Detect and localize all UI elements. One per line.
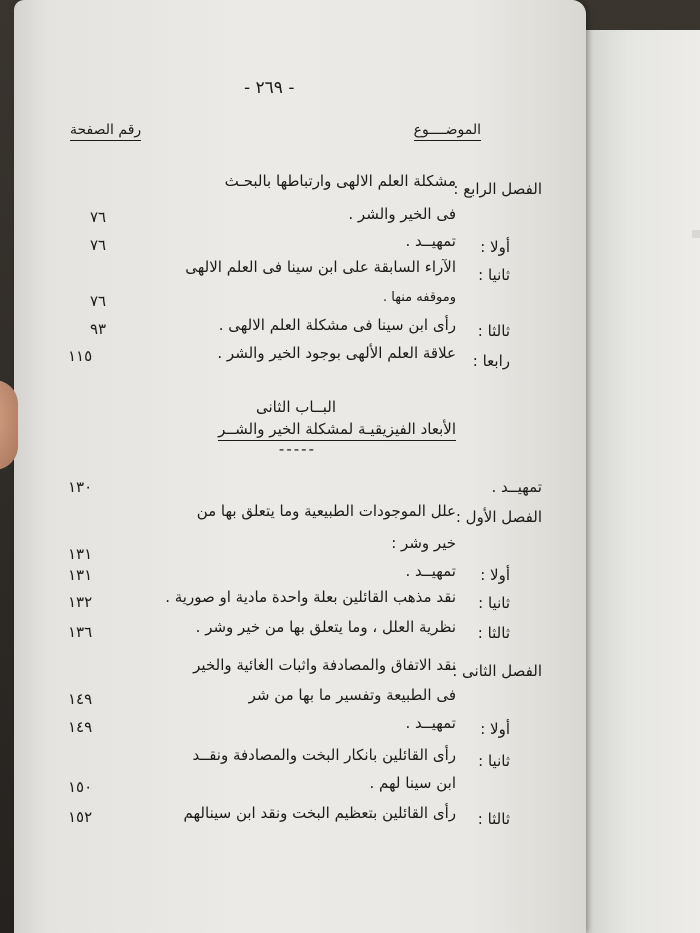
chapter-title: مشكلة العلم الالهى وارتباطها بالبحـث [224,172,456,190]
chapter-title-cont: فى الخير والشر . [348,205,456,223]
toc-item-label: ثالثا : [477,322,510,340]
toc-item-text: رأى القائلين بانكار البخت والمصادفة ونقــد [192,746,456,764]
toc-page-ref: ٧٦ [90,208,107,226]
toc-item-text-cont: وموقفه منها . [383,290,456,305]
toc-page-ref: ١٤٩ [68,690,93,708]
toc-item-text: رأى القائلين بتعظيم البخت ونقد ابن سينالهم [183,804,456,822]
intro-text: تمهيــد . [491,478,542,496]
facing-page [580,30,700,933]
toc-item-label: ثالثا : [477,810,510,828]
toc-item-label: أولا : [480,720,510,738]
toc-page-ref: ١١٥ [68,347,93,365]
toc-item-text: علاقة العلم الألهى بوجود الخير والشر . [217,344,456,362]
toc-item-text: تمهيــد . [405,562,456,580]
toc-page-ref: ١٥٢ [68,808,93,826]
facing-page-text-ghost [692,230,700,238]
toc-page-ref: ١٣١ [68,566,93,584]
chapter-title-cont: فى الطبيعة وتفسير ما بها من شر [248,686,456,704]
toc-page-ref: ١٥٠ [68,778,93,796]
toc-page-ref: ١٤٩ [68,718,93,736]
toc-item-label: ثانيا : [478,266,510,284]
toc-item-label: رابعا : [472,352,510,370]
chapter-label: الفصل الثانى : [452,662,542,680]
toc-page-ref: ٧٦ [90,236,107,254]
toc-page-ref: ٩٣ [90,320,107,338]
toc-item-text: رأى ابن سينا فى مشكلة العلم الالهى . [218,316,456,334]
thumb [0,380,18,470]
toc-page-ref: ١٣١ [68,545,93,563]
toc-item-label: ثانيا : [478,752,510,770]
toc-item-text: الآراء السابقة على ابن سينا فى العلم الالهى [185,258,456,276]
toc-page-ref: ١٣٠ [68,478,93,496]
chapter-title: علل الموجودات الطبيعية وما يتعلق بها من [196,502,456,520]
chapter-label: الفصل الأول : [455,508,542,526]
chapter-title: نقد الاتفاق والمصادفة واثبات الغائية والخير [193,656,456,674]
toc-item-text: نقد مذهب القائلين بعلة واحدة مادية او صورية . [165,588,456,606]
toc-item-text: تمهيــد . [405,232,456,250]
toc-item-text-cont: ابن سينا لهم . [369,774,456,792]
chapter-label: الفصل الرابع : [453,180,542,198]
toc-page-ref: ١٣٦ [68,623,93,641]
page-number: - ٢٦٩ - [244,78,295,98]
toc-item-label: أولا : [480,566,510,584]
column-header-subject: الموضــــوع [414,122,481,141]
toc-item-text: نظرية العلل ، وما يتعلق بها من خير وشر . [195,618,456,636]
part-title: البــاب الثانى [255,398,336,416]
toc-page-ref: ٧٦ [90,292,107,310]
toc-item-text: تمهيــد . [405,714,456,732]
book-page [14,0,586,933]
toc-item-label: ثانيا : [478,594,510,612]
part-subtitle: الأبعاد الفيزيقيـة لمشكلة الخير والشــر [218,420,456,441]
chapter-title-cont: خير وشر : [391,534,456,552]
toc-item-label: أولا : [480,238,510,256]
part-divider: ----- [278,440,316,458]
column-header-page: رقم الصفحة [70,122,141,141]
toc-item-label: ثالثا : [477,624,510,642]
toc-page-ref: ١٣٢ [68,593,93,611]
